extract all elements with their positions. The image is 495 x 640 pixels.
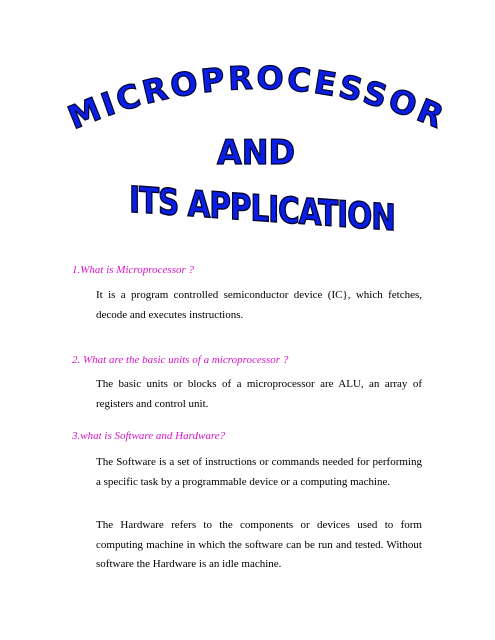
answer-3-hardware: The Hardware refers to the components or devices used to form computing machine in which the software can be run and tested. Without software the Hardware is an idle machine. [96, 519, 422, 570]
question-2: 2. What are the basic units of a microprocessor ? [72, 354, 289, 366]
title-line-microprocessor [62, 59, 451, 137]
answer-3-software: The Software is a set of instructions or commands needed for performing a specific task by a programmable device or a computing machine. [96, 456, 422, 488]
answer-1: It is a program controlled semiconductor device (IC}, which fetches, decode and executes instructions. [96, 289, 422, 321]
title-line-its-application: ITS APPLICATION [129, 177, 395, 240]
answer-2: The basic units or blocks of a microprocessor are ALU, an array of registers and control unit. [96, 378, 422, 410]
question-3: 3.what is Software and Hardware? [72, 430, 226, 442]
title-line-and: AND [216, 133, 296, 173]
wordart-title [0, 0, 495, 245]
title-line1-path: MICROPROCESSOR [62, 58, 452, 137]
question-1: 1.What is Microprocessor ? [72, 264, 195, 276]
